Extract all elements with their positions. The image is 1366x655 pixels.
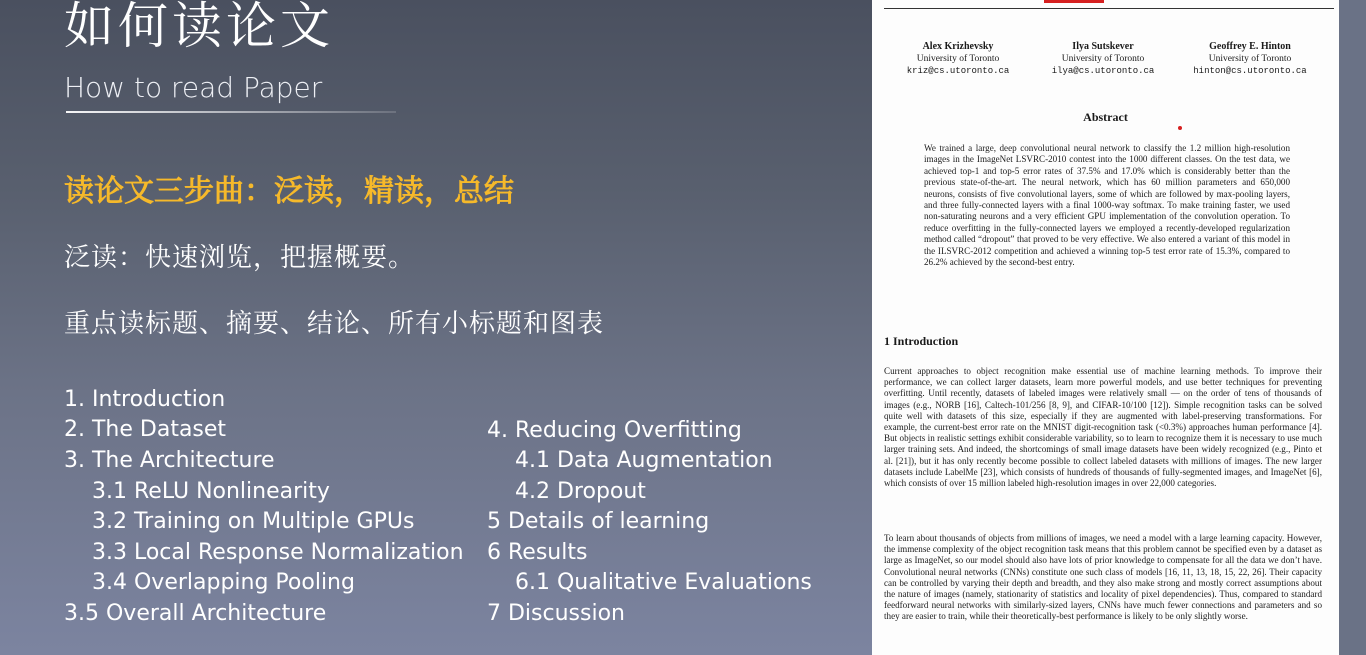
paper-page <box>872 0 1339 655</box>
author-name: Geoffrey E. Hinton <box>1209 41 1291 52</box>
red-annotation-mark <box>1044 0 1104 3</box>
toc-item-dataset: 2. The Dataset <box>64 417 227 442</box>
toc-item-relu: 3.1 ReLU Nonlinearity <box>92 479 330 504</box>
slide-title-english: How to read Paper <box>64 71 323 104</box>
title-underline <box>66 111 396 113</box>
abstract-text: We trained a large, deep convolutional neural network to classify the 1.2 million high-resolution images in the ImageNet LSVRC-2010 contest into the 1000 different classes. On the test data, we achieved top-1 and top-5 error rates of 37.5% and 17.0% which is considerably better than the previous state-of-the-art. The neural network, which has 60 million parameters and 650,000 neurons, consists of five convolutional layers, some of which are followed by max-pooling layers, and three fully-connected layers with a final 1000-way softmax. To make training faster, we used non-saturating neurons and a very efficient GPU implementation of the convolution operation. To reduce overfitting in the fully-connected layers we employed a recently-developed regularization method called “dropout” that proved to be very effective. We also entered a variant of this model in the ILSVRC-2012 competition and achieved a winning top-5 test error rate of 15.3%, compared to 26.2% achieved by the second-best entry. <box>924 143 1290 268</box>
toc-item-overlapping-pooling: 3.4 Overlapping Pooling <box>92 570 355 595</box>
introduction-heading: 1 Introduction <box>884 334 959 348</box>
toc-item-local-response-normalization: 3.3 Local Response Normalization <box>92 540 464 565</box>
author-email: ilya@cs.utoronto.ca <box>1051 66 1155 76</box>
slide-title-chinese: 如何读论文 <box>64 0 334 55</box>
author-affiliation: University of Toronto <box>916 54 1000 64</box>
toc-item-multiple-gpus: 3.2 Training on Multiple GPUs <box>92 509 415 534</box>
abstract-heading: Abstract <box>1083 110 1128 124</box>
author-name: Alex Krizhevsky <box>922 41 994 52</box>
author-affiliation: University of Toronto <box>1061 54 1145 64</box>
introduction-paragraph: To learn about thousands of objects from millions of images, we need a model with a large learning capacity. However, the immense complexity of the object recognition task means that this problem cannot be specified even by a dataset as large as ImageNet, so our model should also have lots of prior knowledge to compensate for all the data we don’t have. Convolutional neural networks (CNNs) constitute one such class of models [16, 11, 13, 18, 15, 22, 26]. Their capacity can be controlled by varying their depth and breadth, and they also make strong and mostly correct assumptions about the nature of images (namely, stationarity of statistics and locality of pixel dependencies). Thus, compared to standard feedforward neural networks with similarly-sized layers, CNNs have much fewer connections and parameters and so they are easier to train, while their theoretically-best performance is likely to be only slightly worse. <box>884 533 1322 622</box>
toc-item-details-of-learning: 5 Details of learning <box>487 509 710 534</box>
red-annotation-dot <box>1178 126 1182 130</box>
toc-item-reducing-overfitting: 4. Reducing Overfitting <box>487 418 742 443</box>
author-block <box>1033 40 1173 77</box>
focus-reading-line: 重点读标题、摘要、结论、所有小标题和图表 <box>64 309 605 339</box>
toc-item-data-augmentation: 4.1 Data Augmentation <box>515 448 773 473</box>
toc-item-architecture: 3. The Architecture <box>64 448 275 473</box>
toc-item-introduction: 1. Introduction <box>64 387 226 412</box>
introduction-paragraph: Current approaches to object recognition make essential use of machine learning methods. To improve their performance, we can collect larger datasets, learn more powerful models, and use better techniques for preventing overfitting. Until recently, datasets of labeled images were relatively small — on the order of tens of thousands of images (e.g., NORB [16], Caltech-101/256 [8, 9], and CIFAR-10/100 [12]). Simple recognition tasks can be solved quite well with datasets of this size, especially if they are augmented with label-preserving transformations. For example, the current-best error rate on the MNIST digit-recognition task (<0.3%) approaches human performance [4]. But objects in realistic settings exhibit considerable variability, so to learn to recognize them it is necessary to use much larger training sets. And indeed, the shortcomings of small image datasets have been widely recognized (e.g., Pinto et al. [21]), but it has only recently become possible to collect labeled datasets with millions of images. The new larger datasets include LabelMe [23], which consists of hundreds of thousands of fully-segmented images, and ImageNet [6], which consists of over 15 million labeled high-resolution images in over 22,000 categories. <box>884 366 1322 489</box>
paper-top-rule <box>884 8 1334 9</box>
toc-item-results: 6 Results <box>487 540 588 565</box>
skim-reading-line: 泛读：快速浏览，把握概要。 <box>64 243 416 273</box>
toc-item-dropout: 4.2 Dropout <box>515 479 646 504</box>
toc-item-overall-architecture: 3.5 Overall Architecture <box>64 601 327 626</box>
author-block <box>1180 40 1320 77</box>
author-block <box>888 40 1028 77</box>
author-email: kriz@cs.utoronto.ca <box>906 66 1010 76</box>
three-steps-heading: 读论文三步曲：泛读，精读，总结 <box>64 174 514 209</box>
background-edge-strip <box>1339 0 1366 655</box>
author-email: hinton@cs.utoronto.ca <box>1193 66 1307 76</box>
author-affiliation: University of Toronto <box>1208 54 1292 64</box>
toc-item-qualitative-evaluations: 6.1 Qualitative Evaluations <box>515 570 812 595</box>
toc-item-discussion: 7 Discussion <box>487 601 625 626</box>
author-name: Ilya Sutskever <box>1072 41 1134 52</box>
